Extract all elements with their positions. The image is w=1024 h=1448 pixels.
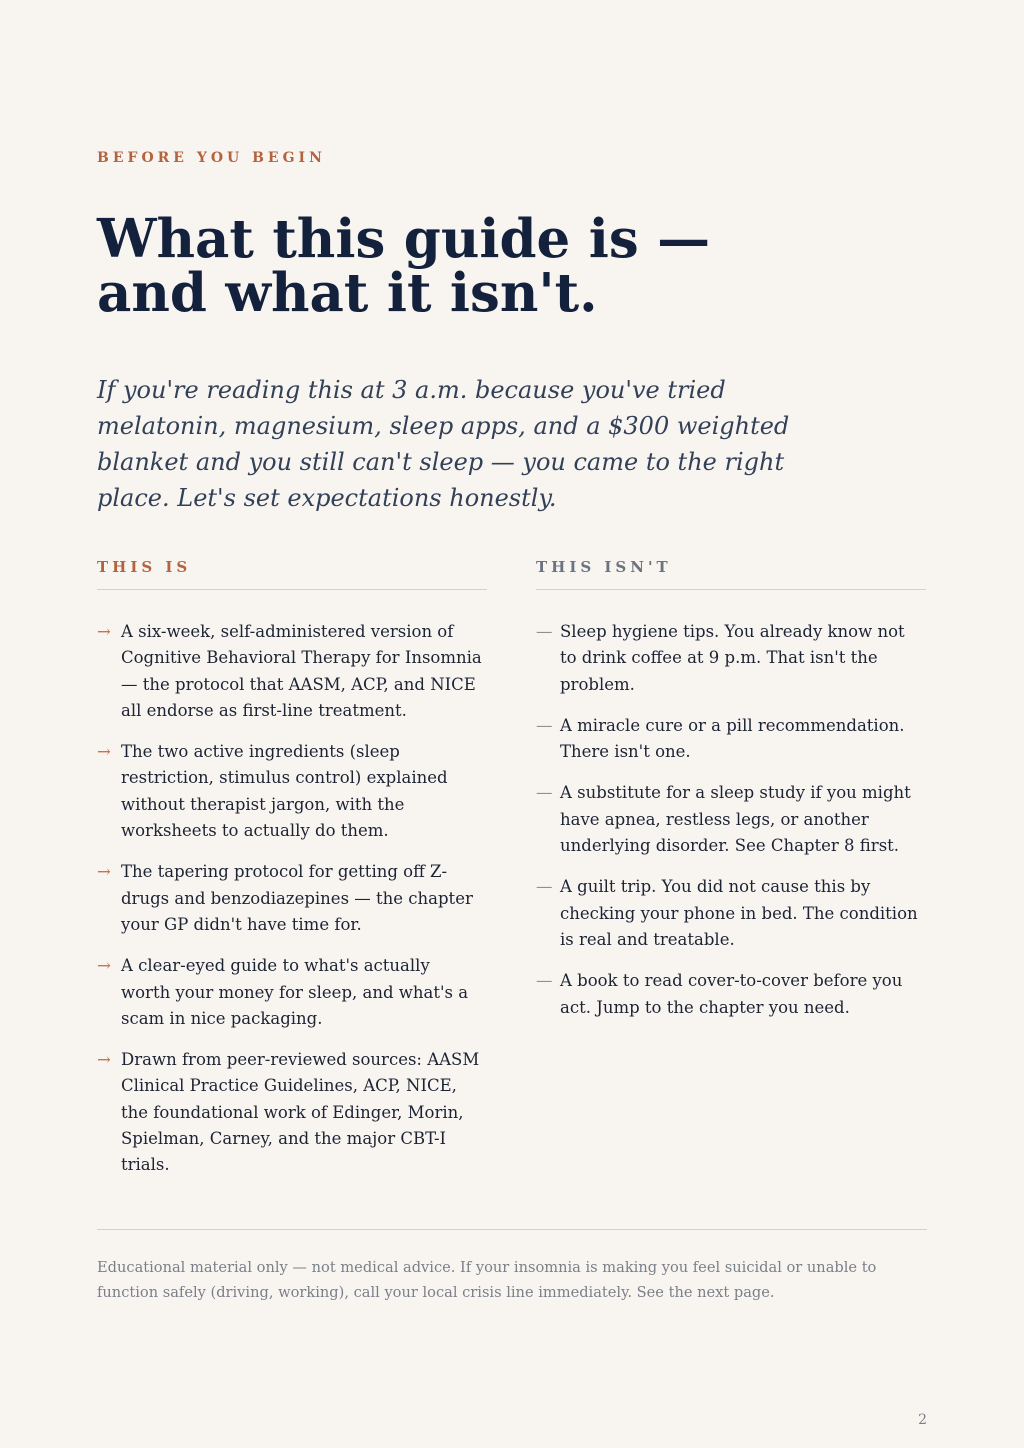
- this-is-list: [97, 619, 487, 1179]
- list-item: [97, 739, 482, 844]
- this-isnt-heading: THIS ISN'T: [536, 558, 926, 590]
- arrow-right-icon: →: [97, 956, 111, 976]
- list-item: [97, 619, 482, 724]
- list-item: [97, 953, 482, 1032]
- list-item-text: A clear-eyed guide to what's actually worth your money for sleep, and what's a scam in nice packaging.: [121, 956, 469, 1028]
- list-item-text: A book to read cover-to-cover before you act. Jump to the chapter you need.: [560, 971, 903, 1017]
- list-item-text: A substitute for a sleep study if you might have apnea, restless legs, or another underlying disorder. See Chapter 8 first.: [560, 783, 911, 856]
- list-item: [536, 780, 926, 859]
- list-item-text: Drawn from peer-reviewed sources: AASM Clinical Practice Guidelines, ACP, NICE, the foundational work of Edinger, Morin, Spielman, Carney, and the major CBT-I trials.: [121, 1050, 480, 1175]
- page-title-line-1: What this guide is —: [97, 208, 711, 270]
- arrow-right-icon: →: [97, 1050, 111, 1070]
- this-is-heading: THIS IS: [97, 558, 487, 590]
- arrow-right-icon: →: [97, 862, 111, 882]
- lede-paragraph: If you're reading this at 3 a.m. because you've tried melatonin, magnesium, sleep apps, and a $300 weighted blanket and you still can't sleep — you came to the right place. Let's set expectations honestly.: [97, 376, 790, 512]
- arrow-right-icon: →: [97, 622, 111, 641]
- this-isnt-list: [536, 619, 926, 1021]
- list-item: [536, 968, 926, 1021]
- this-is-column: [97, 558, 487, 1194]
- list-item-text: A miracle cure or a pill recommendation. There isn't one.: [560, 715, 905, 762]
- this-isnt-column: [536, 558, 926, 1036]
- list-item: [536, 874, 926, 953]
- page-number: 2: [918, 1412, 927, 1428]
- dash-icon: —: [536, 971, 553, 991]
- list-item-text: A six-week, self-administered version of Cognitive Behavioral Therapy for Insomnia — the protocol that AASM, ACP, and NICE all endorse as first-line treatment.: [121, 622, 482, 720]
- dash-icon: —: [536, 877, 553, 897]
- dash-icon: —: [536, 715, 553, 735]
- page: [97, 0, 927, 1448]
- list-item-text: The two active ingredients (sleep restriction, stimulus control) explained without therapist jargon, with the worksheets to actually do them.: [121, 742, 448, 841]
- arrow-right-icon: →: [97, 742, 111, 762]
- footer-divider: [97, 1229, 927, 1230]
- dash-icon: —: [536, 622, 553, 641]
- list-item-text: A guilt trip. You did not cause this by checking your phone in bed. The condition is real and treatable.: [560, 877, 918, 949]
- list-item: [536, 619, 926, 698]
- list-item-text: Sleep hygiene tips. You already know not to drink coffee at 9 p.m. That isn't the problem.: [560, 622, 905, 694]
- list-item-text: The tapering protocol for getting off Z-drugs and benzodiazepines — the chapter your GP didn't have time for.: [121, 862, 473, 934]
- page-title-line-2: and what it isn't.: [97, 262, 598, 324]
- section-eyebrow: BEFORE YOU BEGIN: [97, 150, 326, 166]
- list-item: [97, 859, 482, 938]
- dash-icon: —: [536, 783, 553, 803]
- list-item: [536, 713, 926, 766]
- list-item: [97, 1047, 482, 1178]
- medical-disclaimer: Educational material only — not medical advice. If your insomnia is making you feel suicidal or unable to function safely (driving, working), call your local crisis line immediately. See the next page.: [97, 1259, 877, 1301]
- page-title: [97, 208, 857, 324]
